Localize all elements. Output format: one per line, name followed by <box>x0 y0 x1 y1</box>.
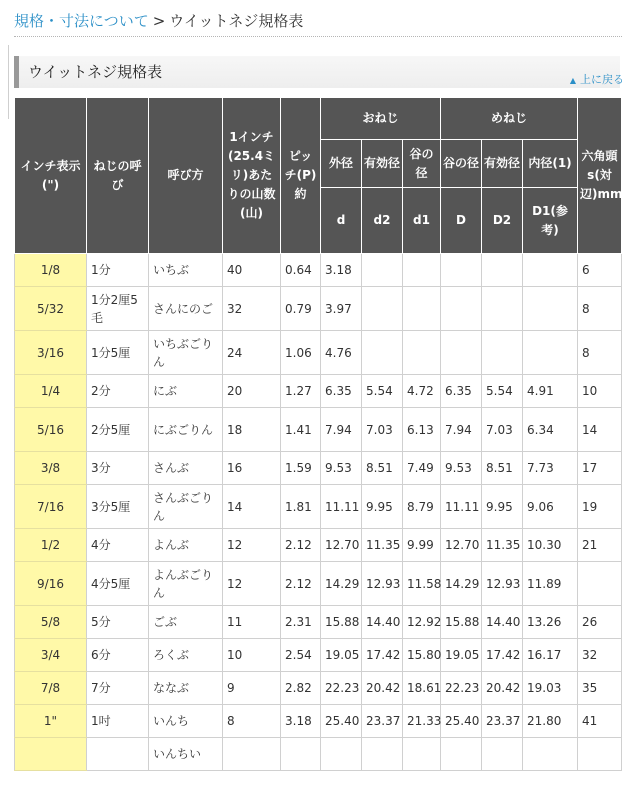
cell-yobikata: いちぶごりん <box>149 331 223 375</box>
cell-d2 <box>362 254 403 287</box>
cell-hex: 19 <box>578 485 622 529</box>
table-row <box>15 606 622 639</box>
breadcrumb-link-spec[interactable]: 規格・寸法について <box>14 12 149 30</box>
cell-D <box>441 331 482 375</box>
cell-pitch: 1.59 <box>281 452 321 485</box>
cell-threads: 14 <box>223 485 281 529</box>
header-inch: インチ表示(") <box>15 98 87 254</box>
cell-hex: 6 <box>578 254 622 287</box>
cell-D: 9.53 <box>441 452 482 485</box>
cell-D2: 12.93 <box>482 562 523 606</box>
table-row <box>15 254 622 287</box>
cell-d2 <box>362 331 403 375</box>
cell-d: 3.97 <box>321 287 362 331</box>
header-threads: 1インチ(25.4ミリ)あたりの山数(山) <box>223 98 281 254</box>
cell-neji-yobi: 1分2厘5毛 <box>87 287 149 331</box>
cell-neji-yobi: 7分 <box>87 672 149 705</box>
cell-yobikata: さんぶ <box>149 452 223 485</box>
cell-D: 14.29 <box>441 562 482 606</box>
cell-d: 3.18 <box>321 254 362 287</box>
cell-d2: 7.03 <box>362 408 403 452</box>
cell-d2: 9.95 <box>362 485 403 529</box>
cell-inch: 1/4 <box>15 375 87 408</box>
breadcrumb-separator: > <box>152 12 166 30</box>
cell-neji-yobi: 3分 <box>87 452 149 485</box>
cell-threads: 20 <box>223 375 281 408</box>
cell-neji-yobi: 2分5厘 <box>87 408 149 452</box>
cell-neji-yobi: 6分 <box>87 639 149 672</box>
cell-pitch: 0.64 <box>281 254 321 287</box>
cell-D1 <box>523 254 578 287</box>
cell-inch <box>15 738 87 771</box>
cell-threads: 10 <box>223 639 281 672</box>
cell-d1 <box>403 287 441 331</box>
cell-D1: 19.03 <box>523 672 578 705</box>
cell-d1: 11.58 <box>403 562 441 606</box>
cell-D <box>441 254 482 287</box>
cell-D2: 8.51 <box>482 452 523 485</box>
cell-d2: 17.42 <box>362 639 403 672</box>
cell-neji-yobi: 1吋 <box>87 705 149 738</box>
table-row <box>15 672 622 705</box>
cell-neji-yobi: 1分 <box>87 254 149 287</box>
cell-d1: 21.33 <box>403 705 441 738</box>
cell-hex: 8 <box>578 331 622 375</box>
cell-D: 6.35 <box>441 375 482 408</box>
cell-pitch: 1.41 <box>281 408 321 452</box>
cell-D1: 7.73 <box>523 452 578 485</box>
cell-D2: 14.40 <box>482 606 523 639</box>
cell-yobikata: ろくぶ <box>149 639 223 672</box>
cell-inch: 3/8 <box>15 452 87 485</box>
cell-inch: 3/4 <box>15 639 87 672</box>
breadcrumb-divider <box>14 36 622 37</box>
cell-pitch: 1.27 <box>281 375 321 408</box>
header-D1: D1(参考) <box>523 188 578 254</box>
cell-yobikata: にぶ <box>149 375 223 408</box>
cell-pitch: 2.82 <box>281 672 321 705</box>
cell-d: 9.53 <box>321 452 362 485</box>
cell-D1: 4.91 <box>523 375 578 408</box>
cell-hex: 8 <box>578 287 622 331</box>
cell-neji-yobi: 1分5厘 <box>87 331 149 375</box>
cell-inch: 1/8 <box>15 254 87 287</box>
cell-D2: 23.37 <box>482 705 523 738</box>
table-row <box>15 705 622 738</box>
cell-pitch: 1.06 <box>281 331 321 375</box>
cell-d2: 11.35 <box>362 529 403 562</box>
cell-inch: 5/8 <box>15 606 87 639</box>
cell-d: 6.35 <box>321 375 362 408</box>
cell-inch: 5/16 <box>15 408 87 452</box>
cell-pitch: 2.54 <box>281 639 321 672</box>
cell-hex: 17 <box>578 452 622 485</box>
cell-hex: 41 <box>578 705 622 738</box>
cell-hex: 10 <box>578 375 622 408</box>
cell-D2 <box>482 738 523 771</box>
cell-d2: 20.42 <box>362 672 403 705</box>
breadcrumb <box>14 11 303 31</box>
table-row <box>15 408 622 452</box>
cell-inch: 7/16 <box>15 485 87 529</box>
cell-d: 11.11 <box>321 485 362 529</box>
header-d: d <box>321 188 362 254</box>
cell-yobikata: ごぶ <box>149 606 223 639</box>
cell-neji-yobi: 3分5厘 <box>87 485 149 529</box>
breadcrumb-current: ウイットネジ規格表 <box>169 12 304 30</box>
header-yuko-meneji: 有効径 <box>482 140 523 188</box>
cell-D2 <box>482 331 523 375</box>
cell-D: 25.40 <box>441 705 482 738</box>
cell-d2 <box>362 738 403 771</box>
cell-d1 <box>403 331 441 375</box>
cell-d1: 7.49 <box>403 452 441 485</box>
table-header <box>15 98 622 254</box>
table-body <box>15 254 622 771</box>
cell-D: 19.05 <box>441 639 482 672</box>
cell-threads: 11 <box>223 606 281 639</box>
cell-d2: 23.37 <box>362 705 403 738</box>
cell-D2: 11.35 <box>482 529 523 562</box>
cell-d2: 8.51 <box>362 452 403 485</box>
cell-yobikata: にぶごりん <box>149 408 223 452</box>
cell-d1: 4.72 <box>403 375 441 408</box>
cell-D: 7.94 <box>441 408 482 452</box>
cell-D2: 5.54 <box>482 375 523 408</box>
cell-yobikata: いんちい <box>149 738 223 771</box>
cell-threads: 40 <box>223 254 281 287</box>
cell-threads: 32 <box>223 287 281 331</box>
cell-d2: 12.93 <box>362 562 403 606</box>
header-pitch: ピッチ(P)約 <box>281 98 321 254</box>
cell-neji-yobi: 4分5厘 <box>87 562 149 606</box>
cell-D1: 16.17 <box>523 639 578 672</box>
table-row <box>15 331 622 375</box>
cell-d2: 5.54 <box>362 375 403 408</box>
cell-d1: 6.13 <box>403 408 441 452</box>
cell-D: 11.11 <box>441 485 482 529</box>
header-hex: 六角頭s(対辺)mm <box>578 98 622 254</box>
header-d2: d2 <box>362 188 403 254</box>
header-oneji: おねじ <box>321 98 441 140</box>
cell-hex: 32 <box>578 639 622 672</box>
cell-d: 19.05 <box>321 639 362 672</box>
header-yuko-oneji: 有効径 <box>362 140 403 188</box>
cell-neji-yobi <box>87 738 149 771</box>
cell-pitch: 2.31 <box>281 606 321 639</box>
cell-D: 12.70 <box>441 529 482 562</box>
cell-hex: 21 <box>578 529 622 562</box>
cell-hex: 26 <box>578 606 622 639</box>
table-row <box>15 452 622 485</box>
cell-d1 <box>403 738 441 771</box>
cell-pitch: 2.12 <box>281 529 321 562</box>
header-D: D <box>441 188 482 254</box>
cell-D1 <box>523 287 578 331</box>
cell-D1: 21.80 <box>523 705 578 738</box>
cell-threads <box>223 738 281 771</box>
header-yobikata: 呼び方 <box>149 98 223 254</box>
cell-d: 7.94 <box>321 408 362 452</box>
cell-d1: 18.61 <box>403 672 441 705</box>
cell-d: 25.40 <box>321 705 362 738</box>
cell-pitch: 3.18 <box>281 705 321 738</box>
page-title: ウイットネジ規格表 <box>28 63 163 81</box>
cell-yobikata: いんち <box>149 705 223 738</box>
section-heading <box>14 56 620 88</box>
table-row <box>15 738 622 771</box>
cell-threads: 9 <box>223 672 281 705</box>
cell-hex <box>578 562 622 606</box>
back-to-top-link[interactable] <box>570 71 624 87</box>
cell-D <box>441 738 482 771</box>
cell-pitch: 2.12 <box>281 562 321 606</box>
cell-threads: 16 <box>223 452 281 485</box>
cell-D2: 7.03 <box>482 408 523 452</box>
cell-threads: 24 <box>223 331 281 375</box>
header-neji-yobi: ねじの呼び <box>87 98 149 254</box>
header-d1: d1 <box>403 188 441 254</box>
cell-yobikata: さんぶごりん <box>149 485 223 529</box>
cell-yobikata: さんにのご <box>149 287 223 331</box>
cell-D1: 9.06 <box>523 485 578 529</box>
cell-inch: 3/16 <box>15 331 87 375</box>
cell-threads: 12 <box>223 562 281 606</box>
cell-neji-yobi: 5分 <box>87 606 149 639</box>
cell-d1: 12.92 <box>403 606 441 639</box>
back-to-top-label: 上に戻る <box>580 73 624 86</box>
cell-d1: 8.79 <box>403 485 441 529</box>
header-naikei: 内径(1) <box>523 140 578 188</box>
cell-hex <box>578 738 622 771</box>
cell-D2: 17.42 <box>482 639 523 672</box>
cell-d: 4.76 <box>321 331 362 375</box>
cell-d: 12.70 <box>321 529 362 562</box>
cell-D2 <box>482 254 523 287</box>
table-row <box>15 639 622 672</box>
cell-inch: 9/16 <box>15 562 87 606</box>
cell-inch: 1/2 <box>15 529 87 562</box>
cell-d <box>321 738 362 771</box>
table-row <box>15 485 622 529</box>
cell-neji-yobi: 4分 <box>87 529 149 562</box>
header-meneji: めねじ <box>441 98 578 140</box>
cell-yobikata: ななぶ <box>149 672 223 705</box>
cell-D: 15.88 <box>441 606 482 639</box>
cell-pitch <box>281 738 321 771</box>
table-row <box>15 375 622 408</box>
left-edge-divider <box>0 45 9 119</box>
header-gaikei: 外径 <box>321 140 362 188</box>
cell-pitch: 0.79 <box>281 287 321 331</box>
cell-pitch: 1.81 <box>281 485 321 529</box>
cell-neji-yobi: 2分 <box>87 375 149 408</box>
cell-hex: 14 <box>578 408 622 452</box>
cell-yobikata: よんぶごりん <box>149 562 223 606</box>
cell-D2: 20.42 <box>482 672 523 705</box>
cell-inch: 5/32 <box>15 287 87 331</box>
cell-D <box>441 287 482 331</box>
cell-threads: 8 <box>223 705 281 738</box>
cell-inch: 1" <box>15 705 87 738</box>
triangle-up-icon: ▲ <box>569 76 576 85</box>
cell-D1: 13.26 <box>523 606 578 639</box>
cell-d2: 14.40 <box>362 606 403 639</box>
cell-d2 <box>362 287 403 331</box>
cell-threads: 18 <box>223 408 281 452</box>
cell-D1: 6.34 <box>523 408 578 452</box>
cell-d: 22.23 <box>321 672 362 705</box>
header-tani-oneji: 谷の径 <box>403 140 441 188</box>
table-row <box>15 529 622 562</box>
table-row <box>15 287 622 331</box>
cell-inch: 7/8 <box>15 672 87 705</box>
table-row <box>15 562 622 606</box>
cell-d: 15.88 <box>321 606 362 639</box>
cell-yobikata: よんぶ <box>149 529 223 562</box>
cell-D1: 10.30 <box>523 529 578 562</box>
cell-D2 <box>482 287 523 331</box>
cell-D: 22.23 <box>441 672 482 705</box>
header-D2: D2 <box>482 188 523 254</box>
whitworth-spec-table <box>14 97 622 771</box>
cell-threads: 12 <box>223 529 281 562</box>
cell-d: 14.29 <box>321 562 362 606</box>
cell-d1: 15.80 <box>403 639 441 672</box>
cell-yobikata: いちぶ <box>149 254 223 287</box>
cell-D1 <box>523 738 578 771</box>
cell-D2: 9.95 <box>482 485 523 529</box>
cell-d1: 9.99 <box>403 529 441 562</box>
cell-d1 <box>403 254 441 287</box>
header-tani-meneji: 谷の径 <box>441 140 482 188</box>
cell-D1 <box>523 331 578 375</box>
cell-D1: 11.89 <box>523 562 578 606</box>
cell-hex: 35 <box>578 672 622 705</box>
